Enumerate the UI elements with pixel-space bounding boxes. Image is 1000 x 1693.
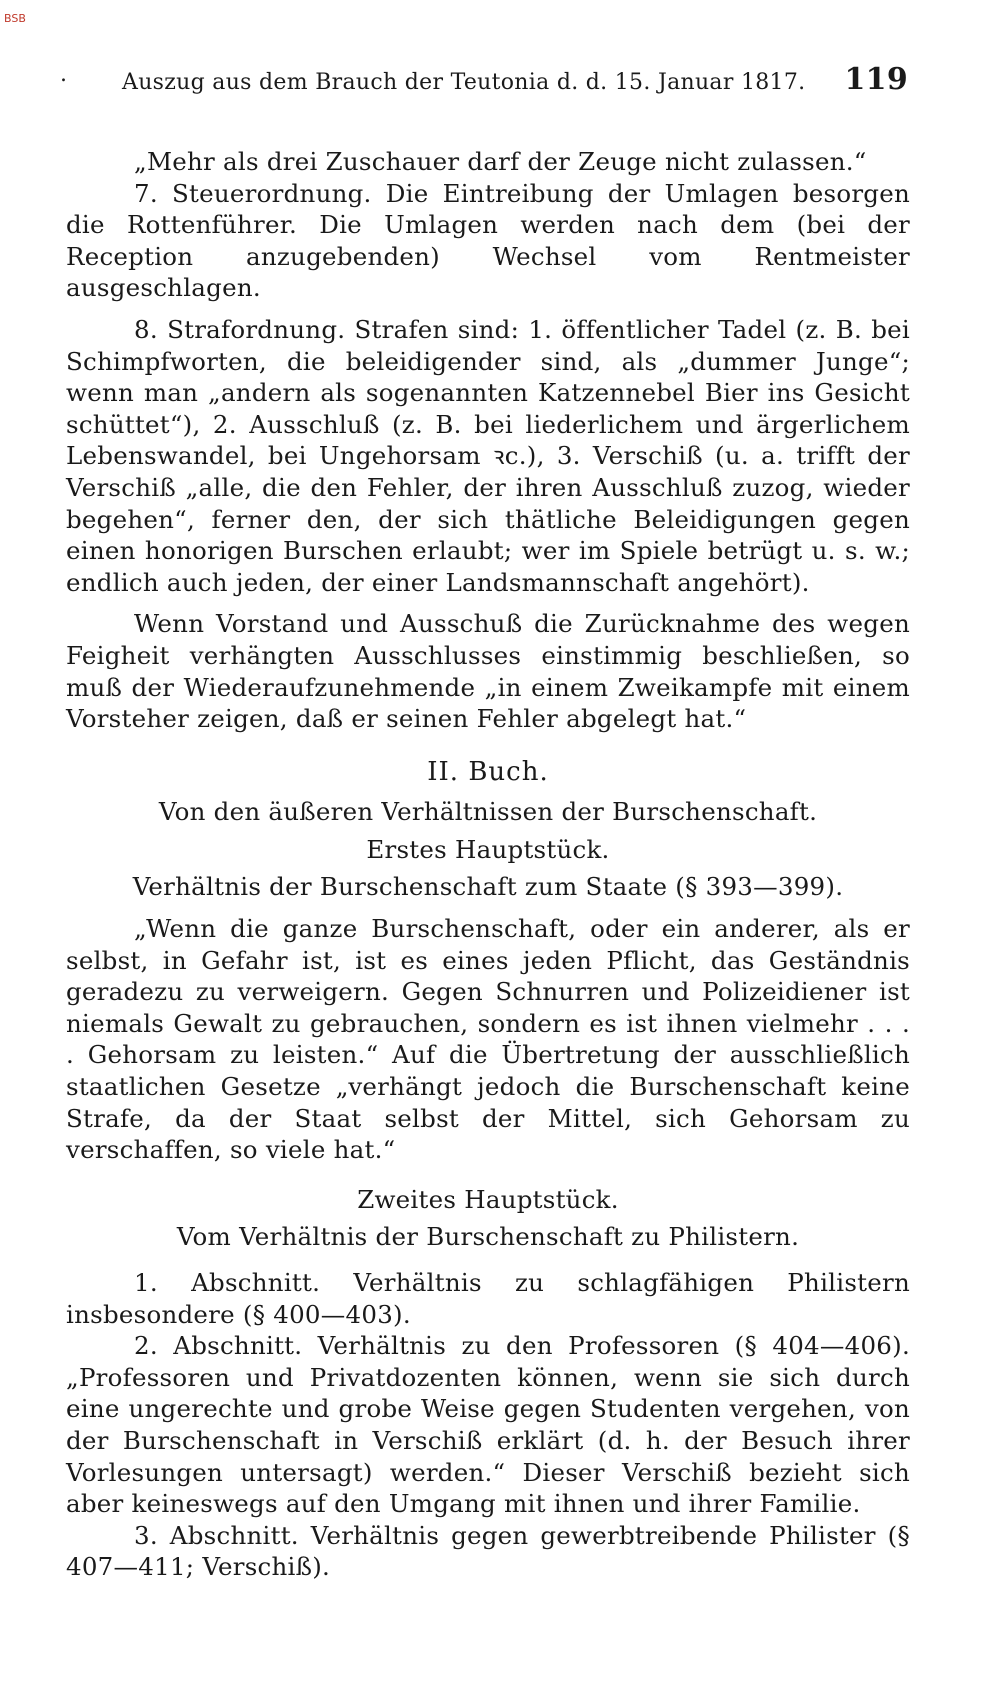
running-header [60, 62, 908, 97]
header-dot: . [60, 62, 68, 87]
chapter-title-2: Vom Verhältnis der Burschenschaft zu Philistern. [176, 1222, 800, 1252]
chapter-heading-2: Zweites Hauptstück. [357, 1184, 619, 1214]
page-number: 119 [844, 62, 908, 97]
paragraph-staat: „Wenn die ganze Burschenschaft, oder ein anderer, als er selbst, in Gefahr ist, ist es eines jeden Pflicht, das Geständnis geradezu zu verweigern. Gegen Schnurren und Polizeidiener ist niemals Gewalt zu gebrauchen, sondern es ist ihnen vielmehr . . . . Gehorsam zu leisten.“ Auf die Übertretung der ausschließlich staatlichen Gesetze „verhängt jedoch die Burschenschaft keine Strafe, da der Staat selbst der Mittel, sich Gehorsam zu verschaffen, so viele hat.“ [66, 914, 910, 1165]
chapter-title-1: Verhältnis der Burschenschaft zum Staate (§ 393—399). [132, 872, 844, 902]
book-subtitle: Von den äußeren Verhältnissen der Burschenschaft. [158, 797, 818, 827]
paragraph-steuerordnung: 7. Steuerordnung. Die Eintreibung der Umlagen besorgen die Rottenführer. Die Umlagen werden nach dem (bei der Reception anzugebenden) Wechsel vom Rentmeister ausgeschlagen. [66, 178, 910, 303]
paragraph-abschnitt-1: 1. Abschnitt. Verhältnis zu schlagfähigen Philistern insbesondere (§ 400—403). [66, 1268, 910, 1329]
chapter-heading-1: Erstes Hauptstück. [366, 834, 610, 864]
library-corner-mark: BSB [4, 12, 26, 25]
page-body [66, 146, 910, 1583]
paragraph-abschnitt-3: 3. Abschnitt. Verhältnis gegen gewerbtreibende Philister (§ 407—411; Verschiß). [66, 1520, 910, 1582]
paragraph-feigheit: Wenn Vorstand und Ausschuß die Zurücknahme des wegen Feigheit verhängten Ausschlusses einstimmig beschließen, so muß der Wiederaufzunehmende „in einem Zweikampfe mit einem Vorsteher zeigen, daß er seinen Fehler abgelegt hat.“ [66, 609, 910, 734]
book-heading: II. Buch. [427, 756, 549, 787]
paragraph-strafordnung: 8. Strafordnung. Strafen sind: 1. öffentlicher Tadel (z. B. bei Schimpfworten, die beleidigender sind, als „dummer Junge“; wenn man „andern als sogenannten Katzennebel Bier ins Gesicht schüttet“), 2. Ausschluß (z. B. bei liederlichem und ärgerlichem Lebenswandel, bei Ungehorsam ꝛc.), 3. Verschiß (u. a. trifft der Verschiß „alle, die den Fehler, der ihren Ausschluß zuzog, wieder begehen“, ferner den, der sich thätliche Beleidigungen gegen einen honorigen Burschen erlaubt; wer im Spiele betrügt u. s. w.; endlich auch jeden, der einer Landsmannschaft angehört). [66, 314, 910, 597]
paragraph-quote-zeuge: „Mehr als drei Zuschauer darf der Zeuge nicht zulassen.“ [134, 147, 867, 176]
paragraph-abschnitt-2: 2. Abschnitt. Verhältnis zu den Professoren (§ 404—406). „Professoren und Privatdozenten können, wenn sie sich durch eine ungerechte und grobe Weise gegen Studenten vergehen, von der Burschenschaft in Verschiß erklärt (d. h. der Besuch ihrer Vorlesungen untersagt) werden.“ Dieser Verschiß bezieht sich aber keineswegs auf den Umgang mit ihnen und ihrer Familie. [66, 1331, 910, 1519]
running-title: Auszug aus dem Brauch der Teutonia d. d. 15. Januar 1817. [122, 70, 806, 95]
